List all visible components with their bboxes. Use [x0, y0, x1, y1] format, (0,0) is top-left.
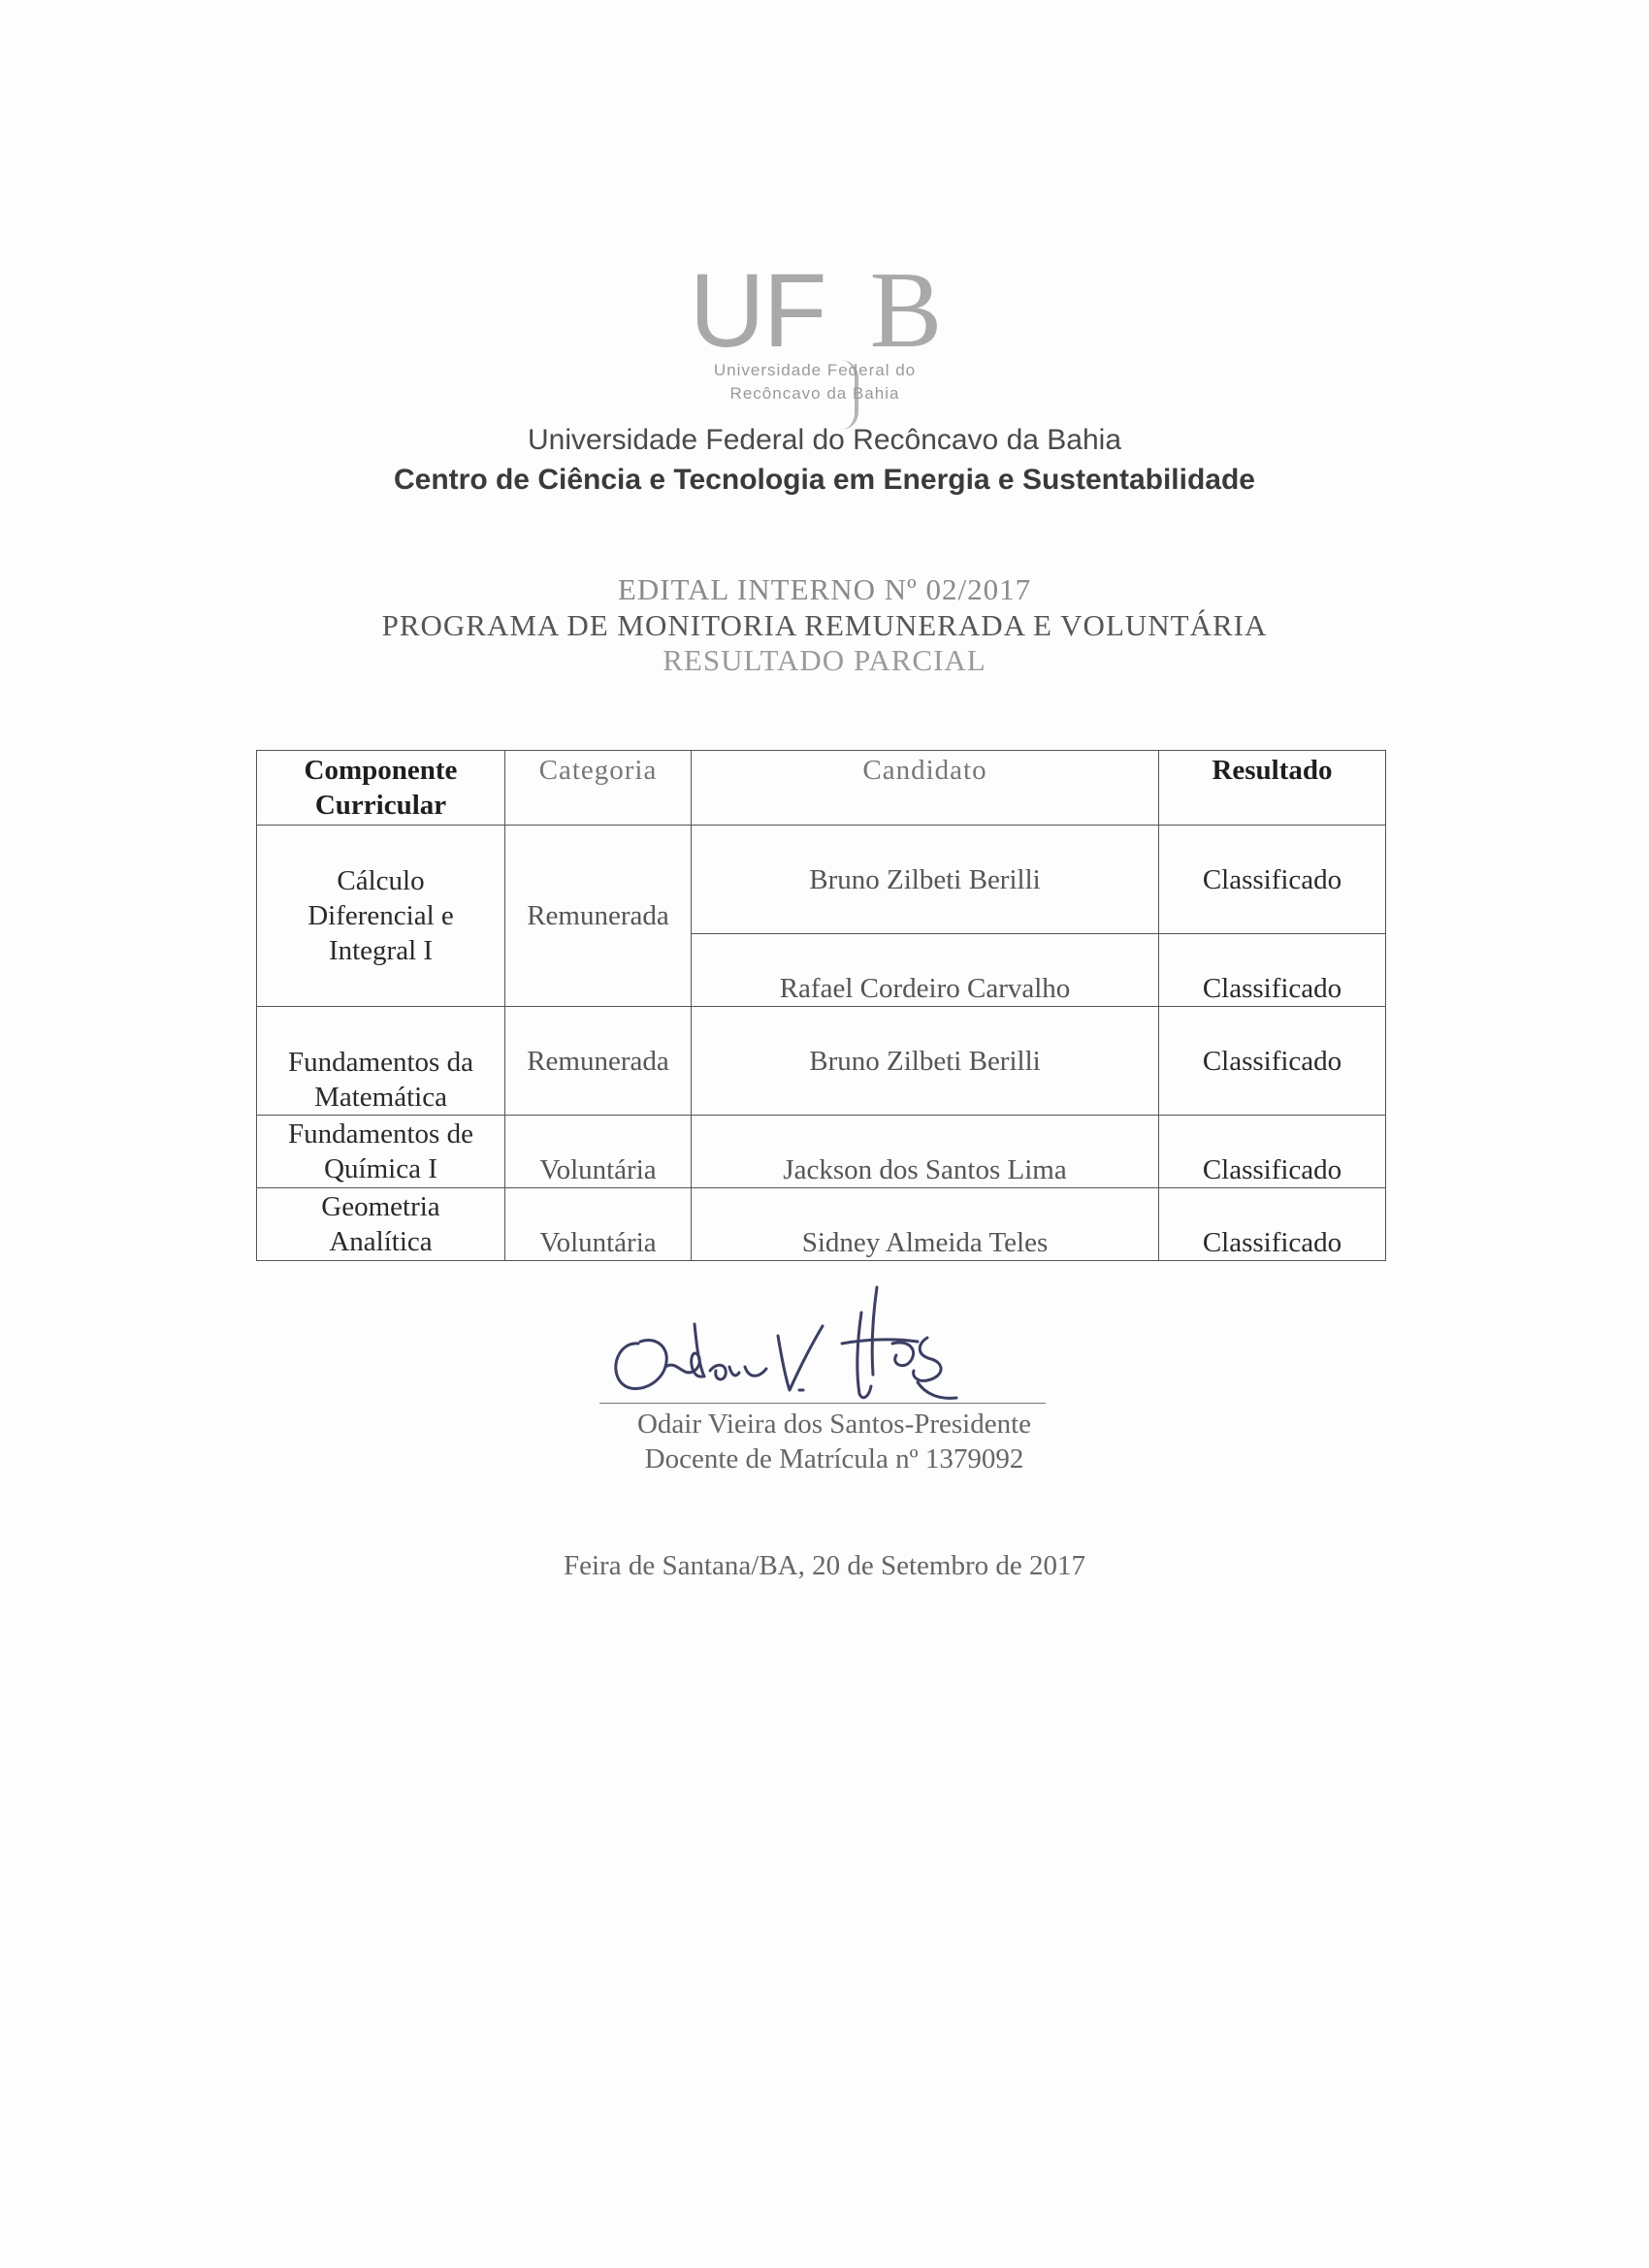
- component-cell: Geometria Analítica: [257, 1188, 505, 1261]
- header-candidate: Candidato: [692, 751, 1159, 826]
- header-component: Componente Curricular: [257, 751, 505, 826]
- category-cell: Voluntária: [505, 1188, 692, 1261]
- component-cell: Fundamentos de Química I: [257, 1116, 505, 1188]
- result-cell: Classificado: [1159, 1116, 1386, 1188]
- header-result: Resultado: [1159, 751, 1386, 826]
- category-cell: Remunerada: [505, 1007, 692, 1116]
- table-row: [257, 826, 1386, 934]
- table-header-row: [257, 751, 1386, 826]
- handwritten-signature: [601, 1285, 1057, 1407]
- table-row: [257, 1007, 1386, 1116]
- candidate-cell: Sidney Almeida Teles: [692, 1188, 1159, 1261]
- candidate-cell: Bruno Zilbeti Berilli: [692, 1007, 1159, 1116]
- logo-subtitle: Universidade Federal do Recôncavo da Bahia: [713, 361, 917, 403]
- candidate-cell: Bruno Zilbeti Berilli: [692, 826, 1159, 934]
- logo-mark: UF B: [689, 250, 941, 371]
- component-cell: Fundamentos da Matemática: [257, 1007, 505, 1116]
- program-title: PROGRAMA DE MONITORIA REMUNERADA E VOLUNTÁRIA: [381, 608, 1268, 642]
- candidate-cell: Rafael Cordeiro Carvalho: [692, 934, 1159, 1007]
- university-name: Universidade Federal do Recôncavo da Bahia: [527, 424, 1122, 456]
- edital-title: EDITAL INTERNO Nº 02/2017: [617, 572, 1032, 606]
- table-row: [257, 1116, 1386, 1188]
- category-cell: Remunerada: [505, 826, 692, 1007]
- university-logo: [669, 250, 960, 417]
- signer-name: Odair Vieira dos Santos-Presidente: [636, 1409, 1032, 1440]
- component-cell: Cálculo Diferencial e Integral I: [257, 826, 505, 1007]
- header-category: Categoria: [505, 751, 692, 826]
- category-cell: Voluntária: [505, 1116, 692, 1188]
- place-date: Feira de Santana/BA, 20 de Setembro de 2017: [564, 1550, 1085, 1581]
- result-cell: Classificado: [1159, 826, 1386, 934]
- signer-registration: Docente de Matrícula nº 1379092: [644, 1443, 1024, 1474]
- table-row: [257, 1188, 1386, 1261]
- result-cell: Classificado: [1159, 1188, 1386, 1261]
- center-name: Centro de Ciência e Tecnologia em Energia e Sustentabilidade: [393, 464, 1255, 496]
- result-cell: Classificado: [1159, 1007, 1386, 1116]
- candidate-cell: Jackson dos Santos Lima: [692, 1116, 1159, 1188]
- signature-line: [599, 1403, 1046, 1404]
- result-title: RESULTADO PARCIAL: [663, 643, 986, 677]
- result-cell: Classificado: [1159, 934, 1386, 1007]
- results-table: [256, 750, 1386, 1261]
